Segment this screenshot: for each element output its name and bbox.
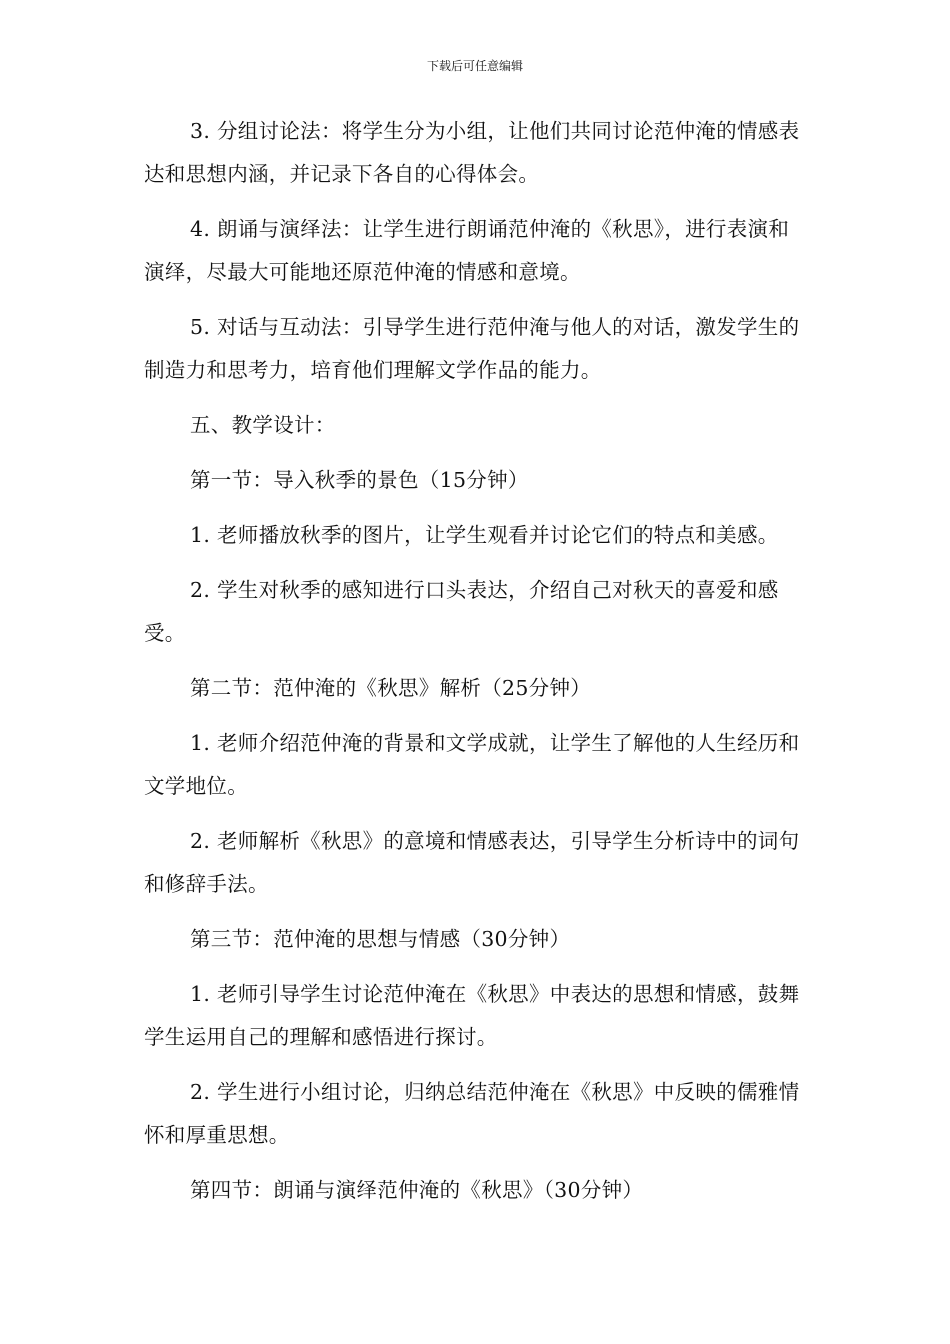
lesson-3-heading: 第三节：范仲淹的思想与情感（30分钟） <box>190 927 571 951</box>
lesson-2-item-2: 2. 老师解析《秋思》的意境和情感表达，引导学生分析诗中的词句和修辞手法。 <box>144 829 800 896</box>
lesson-1-item-1: 1. 老师播放秋季的图片，让学生观看并讨论它们的特点和美感。 <box>190 523 779 547</box>
lesson-2-item-1: 1. 老师介绍范仲淹的背景和文学成就，让学生了解他的人生经历和文学地位。 <box>144 731 800 798</box>
method-3-paragraph: 3. 分组讨论法：将学生分为小组，让他们共同讨论范仲淹的情感表达和思想内涵，并记录下各自的心得体会。 <box>144 119 800 186</box>
lesson-1-item-2: 2. 学生对秋季的感知进行口头表达，介绍自己对秋天的喜爱和感受。 <box>144 578 779 645</box>
lesson-2-heading: 第二节：范仲淹的《秋思》解析（25分钟） <box>190 676 592 700</box>
lesson-3-item-1: 1. 老师引导学生讨论范仲淹在《秋思》中表达的思想和情感，鼓舞学生运用自己的理解和感悟进行探讨。 <box>144 982 800 1049</box>
section-heading-teaching-design: 五、教学设计： <box>190 413 336 437</box>
method-5-paragraph: 5. 对话与互动法：引导学生进行范仲淹与他人的对话，激发学生的制造力和思考力，培育他们理解文学作品的能力。 <box>144 315 800 382</box>
lesson-1-heading: 第一节：导入秋季的景色（15分钟） <box>190 468 529 492</box>
lesson-4-heading: 第四节：朗诵与演绎范仲淹的《秋思》（30分钟） <box>190 1178 644 1202</box>
document-body <box>144 110 804 1224</box>
method-4-paragraph: 4. 朗诵与演绎法：让学生进行朗诵范仲淹的《秋思》，进行表演和演绎，尽最大可能地还原范仲淹的情感和意境。 <box>144 217 790 284</box>
lesson-3-item-2: 2. 学生进行小组讨论，归纳总结范仲淹在《秋思》中反映的儒雅情怀和厚重思想。 <box>144 1080 800 1147</box>
page-header: 下载后可任意编辑 <box>426 59 523 73</box>
